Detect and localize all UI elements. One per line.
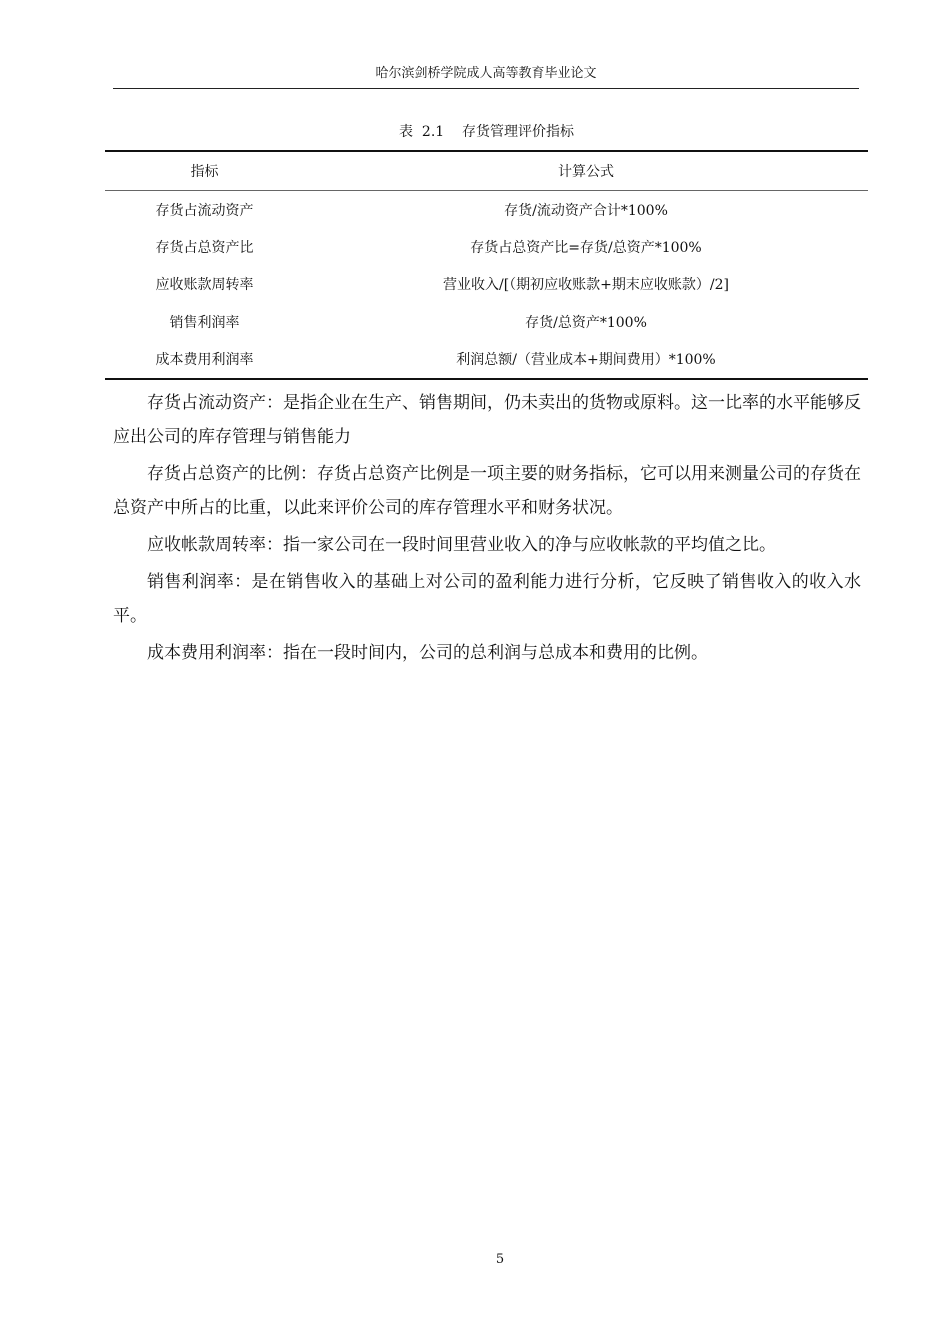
paragraph-cost-expense-profit-margin: 成本费用利润率：指在一段时间内，公司的总利润与总成本和费用的比例。 bbox=[147, 643, 708, 663]
page-number: 5 bbox=[495, 1252, 505, 1267]
formula-cell: 营业收入/[（期初应收账款+期末应收账款）/2] bbox=[443, 277, 729, 294]
table-row bbox=[105, 341, 868, 379]
inventory-indicator-table bbox=[105, 150, 868, 380]
table-caption: 表 2.1 存货管理评价指标 bbox=[399, 124, 574, 140]
page-header: 哈尔滨剑桥学院成人高等教育毕业论文 bbox=[375, 66, 597, 81]
table-row bbox=[105, 303, 868, 340]
paragraph-inventory-to-current-assets: 存货占流动资产：是指企业在生产、销售期间，仍未卖出的货物或原料。这一比率的水平能够反应出公司的库存管理与销售能力 bbox=[113, 393, 861, 447]
table-row bbox=[105, 266, 868, 303]
paragraph-receivables-turnover: 应收帐款周转率：指一家公司在一段时间里营业收入的净与应收帐款的平均值之比。 bbox=[147, 535, 776, 555]
table-row bbox=[105, 228, 868, 265]
formula-cell: 存货/总资产*100% bbox=[525, 314, 647, 331]
formula-cell: 利润总额/（营业成本+期间费用）*100% bbox=[456, 352, 716, 369]
indicator-cell: 成本费用利润率 bbox=[155, 352, 254, 369]
paragraph-sales-profit-margin: 销售利润率：是在销售收入的基础上对公司的盈利能力进行分析，它反映了销售收入的收入水平。 bbox=[113, 572, 861, 626]
table-row bbox=[105, 191, 868, 229]
table-header-row bbox=[105, 151, 868, 191]
column-header-formula: 计算公式 bbox=[558, 164, 614, 180]
indicator-cell: 销售利润率 bbox=[169, 314, 240, 331]
indicator-cell: 存货占流动资产 bbox=[155, 202, 254, 219]
paragraph-inventory-to-total-assets: 存货占总资产的比例：存货占总资产比例是一项主要的财务指标，它可以用来测量公司的存货在总资产中所占的比重，以此来评价公司的库存管理水平和财务状况。 bbox=[113, 464, 861, 518]
formula-cell: 存货/流动资产合计*100% bbox=[504, 202, 668, 219]
column-header-indicator: 指标 bbox=[190, 164, 219, 180]
formula-cell: 存货占总资产比=存货/总资产*100% bbox=[470, 240, 702, 257]
indicator-cell: 应收账款周转率 bbox=[155, 277, 254, 294]
body-text bbox=[113, 386, 861, 673]
indicator-cell: 存货占总资产比 bbox=[155, 240, 254, 257]
header-divider bbox=[113, 88, 859, 89]
